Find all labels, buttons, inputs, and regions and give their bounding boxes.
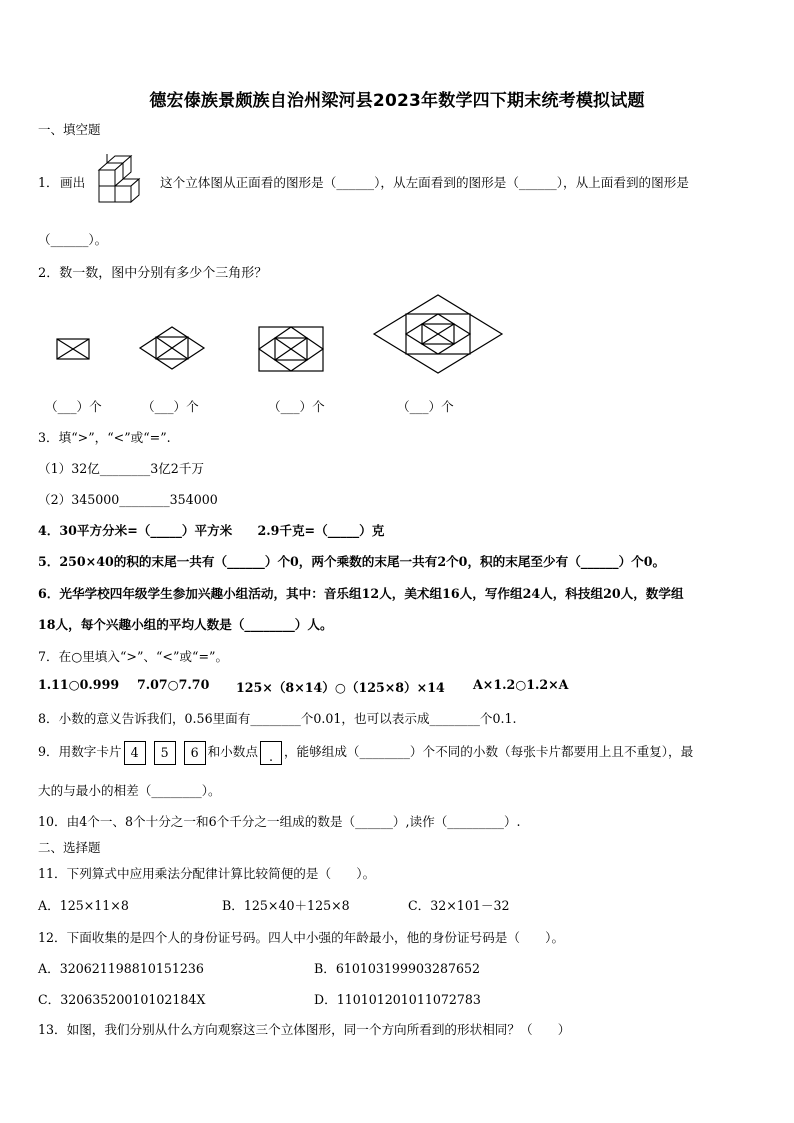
- section-choice: 二、选择题: [38, 840, 101, 855]
- digit-card: 5: [154, 741, 176, 765]
- q12-option-c: C．32063520010102184X: [38, 992, 206, 1007]
- section-fill-blank: 一、填空题: [38, 122, 101, 137]
- q11-option-c: C．32×101－32: [408, 898, 510, 913]
- q1-text: 这个立体图从正面看的图形是（______），从左面看到的图形是（______），从上面看到的图形是: [160, 175, 689, 190]
- q3-part1: （1）32亿________3亿2千万: [38, 461, 205, 476]
- q5-text: 5．250×40的积的末尾一共有（______）个0，两个乘数的末尾一共有2个0，积的末尾至少有（______）个0。: [38, 554, 666, 569]
- q6-line2: 18人，每个兴趣小组的平均人数是（________）人。: [38, 617, 333, 632]
- q7-text: 7．在○里填入“>”、“<”或“=”。: [38, 649, 229, 664]
- q11-text: 11．下列算式中应用乘法分配律计算比较简便的是（ ）。: [38, 866, 376, 881]
- page-title: 德宏傣族景颇族自治州梁河县2023年数学四下期末统考模拟试题: [149, 91, 645, 111]
- q8-text: 8．小数的意义告诉我们，0.56里面有________个0.01，也可以表示成________个0.1.: [38, 711, 517, 726]
- q7-item-1: 1.11○0.999: [38, 677, 120, 692]
- q11-option-a: A．125×11×8: [38, 898, 129, 913]
- triangle-figure-3: [258, 326, 324, 372]
- q12-option-b: B．610103199903287652: [314, 961, 481, 976]
- q6-line1: 6．光华学校四年级学生参加兴趣小组活动，其中：音乐组12人，美术组16人，写作组24人，科技组20人，数学组: [38, 586, 684, 601]
- q1-number: 1．: [38, 175, 59, 190]
- q12-text: 12．下面收集的是四个人的身份证号码。四人中小强的年龄最小，他的身份证号码是（ ）。: [38, 930, 565, 945]
- q12-option-d: D．110101201011072783: [314, 992, 481, 1007]
- q11-option-b: B．125×40＋125×8: [222, 898, 350, 913]
- q9-line2: 大的与最小的相差（________）。: [38, 783, 221, 798]
- digit-card: 4: [124, 741, 146, 765]
- q2-answer-3: （___）个: [268, 399, 325, 414]
- q2-answer-2: （___）个: [142, 399, 199, 414]
- q1-continuation: （______）。: [38, 232, 108, 247]
- q4-text: 4．30平方分米=（_____）平方米 2.9千克=（_____）克: [38, 523, 385, 538]
- q2-text: 2．数一数，图中分别有多少个三角形？: [38, 266, 268, 281]
- q9-prefix: 9．用数字卡片: [38, 744, 122, 759]
- decimal-point-card: .: [260, 741, 282, 765]
- q2-answer-1: （___）个: [45, 399, 102, 414]
- q12-option-a: A．320621198810151236: [38, 961, 204, 976]
- q3-text: 3．填“>”，“<”或“=”.: [38, 430, 171, 445]
- cube-stack-figure: [97, 152, 155, 210]
- q9-line1: [38, 738, 693, 766]
- q1-lead: 画出: [60, 175, 86, 190]
- q7-item-4: A×1.2○1.2×A: [473, 677, 569, 692]
- q7-item-2: 7.07○7.70: [137, 677, 210, 692]
- q3-part2: （2）345000________354000: [38, 492, 218, 507]
- q9-suffix: ，能够组成（________）个不同的小数（每张卡片都要用上且不重复），最: [283, 744, 694, 759]
- q13-text: 13．如图，我们分别从什么方向观察这三个立体图形，同一个方向所看到的形状相同？（ ）: [38, 1022, 571, 1037]
- triangle-figure-2: [139, 326, 205, 370]
- q2-answer-4: （___）个: [397, 399, 454, 414]
- digit-card: 6: [184, 741, 206, 765]
- q10-text: 10．由4个一、8个十分之一和6个千分之一组成的数是（______）,读作（_________）.: [38, 814, 521, 829]
- triangle-figure-4: [373, 294, 503, 374]
- q9-middle: 和小数点: [207, 744, 258, 759]
- q7-item-3: 125×（8×14）○（125×8）×14: [236, 680, 445, 695]
- triangle-figure-1: [56, 338, 90, 360]
